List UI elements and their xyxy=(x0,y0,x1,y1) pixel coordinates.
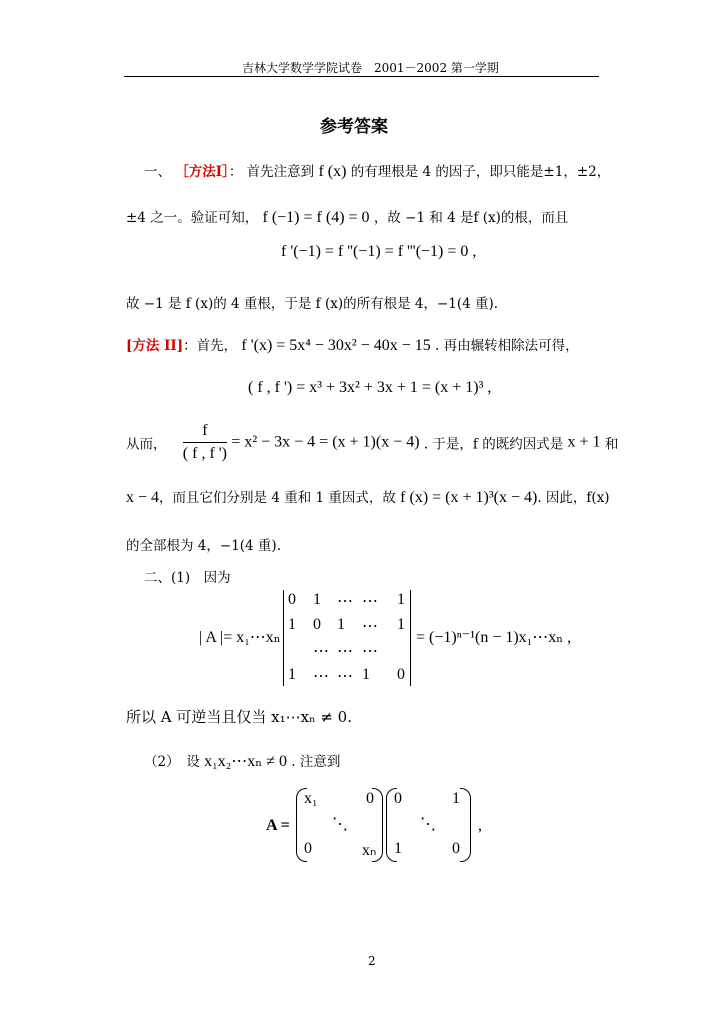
part2-sub2 xyxy=(144,750,340,771)
sub2-eq: x₁x₂⋯xₙ ≠ 0 xyxy=(204,753,287,770)
part1-line5-eq: = x² − 3x − 4 = (x + 1)(x − 4) xyxy=(231,433,420,451)
part1-line6 xyxy=(126,486,610,507)
det-cell-r2-c1: 1 xyxy=(288,616,296,633)
part1-line4a: ：首先， xyxy=(183,338,238,354)
part1-line5b: . 于是，f 的既约因式是 xyxy=(423,436,564,453)
part1-line5 xyxy=(126,422,618,463)
part1-line3: 故 −1 是 f (x)的 4 重根，于是 f (x)的所有根是 4，−1(4 重). xyxy=(126,296,499,312)
part1-line1a: 首先注意到 xyxy=(246,164,315,180)
part1-line2a: ±4 之一。验证可知， xyxy=(126,210,259,226)
page-header: 吉林大学数学学院试卷 2001－2002 第一学期 xyxy=(242,61,499,75)
det-rhs: = (−1)ⁿ⁻¹(n − 1)x₁⋯xₙ , xyxy=(416,629,572,646)
sub2-label: （2） 设 xyxy=(144,754,200,770)
gcd-equation: ( f , f ') = x³ + 3x² + 3x + 1 = (x + 1)³ , xyxy=(248,379,492,396)
mat2-antidiagonal: ⋱ xyxy=(420,816,436,833)
sub2-tail: . 注意到 xyxy=(291,754,341,770)
det-cell-r1-c5: 1 xyxy=(397,591,405,608)
part1-line2b: ，故 −1 和 4 是 xyxy=(373,210,474,226)
mat2-right-paren xyxy=(460,788,471,862)
part1-line1b: 的有理根是 4 的因子，即只能是±1，±2， xyxy=(350,164,611,180)
det-cell-r1-c3: ⋯ xyxy=(337,593,353,610)
det-cell-r2-c3: 1 xyxy=(337,616,345,633)
fraction-denominator: ( f , f ') xyxy=(182,445,227,462)
header-rule xyxy=(124,76,599,77)
part1-line2-eq: f (−1) = f (4) = 0 xyxy=(262,209,370,226)
method1-colon: ： xyxy=(228,164,243,180)
det-left-bar xyxy=(283,590,284,686)
det-cell-r4-c3: ⋯ xyxy=(337,668,353,685)
part1-line4 xyxy=(126,334,579,355)
part2-conclusion: 所以 A 可逆当且仅当 x₁⋯xₙ ≠ 0. xyxy=(126,708,352,726)
method1-label: ［方法Ⅰ］ xyxy=(175,164,229,180)
deriv-equation: f '(−1) = f ''(−1) = f '''(−1) = 0 , xyxy=(281,243,477,260)
mat1-top-left: x₁ xyxy=(304,790,318,807)
method2-label: [方法 II] xyxy=(126,338,184,354)
det-cell-r1-c4: ⋯ xyxy=(362,593,378,610)
det-cell-r4-c1: 1 xyxy=(288,666,296,683)
mat1-bottom-left: 0 xyxy=(304,840,312,857)
det-cell-r3-c2: ⋯ xyxy=(313,643,329,660)
part1-line5a: 从而， xyxy=(126,436,167,453)
part1-fx: f (x) xyxy=(318,163,347,180)
det-cell-r4-c2: ⋯ xyxy=(313,668,329,685)
fraction-numerator: f xyxy=(183,422,227,443)
mat1-bottom-right: xₙ xyxy=(362,842,377,859)
part1-line2c: f (x)的根，而且 xyxy=(473,210,569,226)
mat1-diagonal: ⋱ xyxy=(332,816,348,833)
det-cell-r2-c4: ⋯ xyxy=(362,618,378,635)
page-number: 2 xyxy=(368,954,376,968)
part1-label: 一、 xyxy=(144,164,171,180)
matrix-lhs: A = xyxy=(266,817,290,834)
mat2-top-left: 0 xyxy=(394,790,402,807)
det-cell-r1-c2: 1 xyxy=(313,591,321,608)
det-cell-r2-c5: 1 xyxy=(397,616,405,633)
part2-label: 二、(1) 因为 xyxy=(144,570,231,586)
part1-line1 xyxy=(144,160,610,181)
part1-line5d: 和 xyxy=(604,436,619,453)
det-lhs: | A |= x₁⋯xₙ xyxy=(199,629,281,646)
page-title: 参考答案 xyxy=(320,117,388,137)
det-cell-r4-c4: 1 xyxy=(362,666,370,683)
mat1-top-right: 0 xyxy=(366,790,374,807)
det-cell-r4-c5: 0 xyxy=(397,666,405,683)
det-cell-r1-c1: 0 xyxy=(288,591,296,608)
mat2-bottom-left: 1 xyxy=(394,840,402,857)
fraction xyxy=(183,422,227,463)
part1-line2 xyxy=(126,206,568,227)
det-right-bar xyxy=(410,590,411,686)
part1-line6c: . 因此，f(x) xyxy=(537,490,610,506)
part1-line4-eq: f '(x) = 5x⁴ − 30x² − 40x − 15 xyxy=(241,337,431,354)
det-cell-r3-c4: ⋯ xyxy=(362,643,378,660)
mat2-bottom-right: 0 xyxy=(452,840,460,857)
part1-line5c: x + 1 xyxy=(567,433,601,451)
part1-line6b: ，而且它们分别是 4 重和 1 重因式，故 xyxy=(159,490,396,506)
part1-line7: 的全部根为 4，−1(4 重). xyxy=(126,538,281,554)
part1-line6-eq: f (x) = (x + 1)³(x − 4) xyxy=(400,489,538,506)
det-cell-r3-c3: ⋯ xyxy=(337,643,353,660)
mat2-top-right: 1 xyxy=(452,790,460,807)
part1-line6a: x − 4 xyxy=(126,489,160,506)
det-cell-r2-c2: 0 xyxy=(313,616,321,633)
part1-line4b: . 再由辗转相除法可得， xyxy=(435,338,579,354)
matrix-tail: , xyxy=(478,817,482,834)
